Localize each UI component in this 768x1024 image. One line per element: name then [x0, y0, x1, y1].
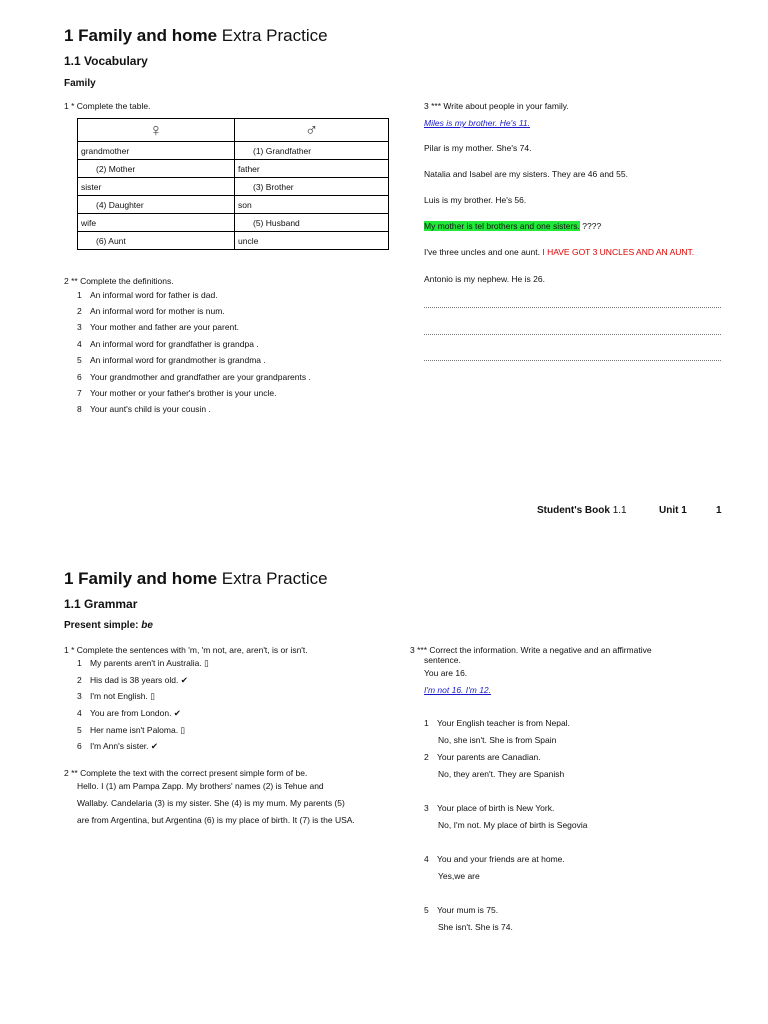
exercise-3-instruction: 3 *** Correct the information. Write a negative and an affirmative [410, 645, 652, 655]
answer-text: No, she isn't. She is from Spain [438, 735, 557, 745]
list-item: 1 An informal word for father is dad. [77, 290, 218, 300]
exercise-3-instruction-cont: sentence. [424, 655, 461, 665]
title-bold: 1 Family and home [64, 569, 218, 588]
blank-line [424, 360, 721, 361]
title-rest: Extra Practice [217, 26, 328, 45]
exercise-3-instruction: 3 *** Write about people in your family. [424, 101, 569, 111]
list-item: 6 I'm Ann's sister. ✔ [77, 741, 158, 751]
list-item: 3 I'm not English. ▯ [77, 691, 155, 701]
answer-line: Luis is my brother. He's 56. [424, 195, 527, 205]
answer-line: Pilar is my mother. She's 74. [424, 143, 532, 153]
page-footer [537, 505, 627, 516]
table-row: sister (3) Brother [78, 178, 389, 196]
list-item: 2 An informal word for mother is num. [77, 306, 225, 316]
text-line: are from Argentina, but Argentina (6) is my place of birth. It (7) is the USA. [77, 815, 355, 825]
answer-line: Antonio is my nephew. He is 26. [424, 274, 545, 284]
example-answer: Miles is my brother. He's 11. [424, 118, 531, 128]
table-row: wife (5) Husband [78, 214, 389, 232]
list-item: 3 Your mother and father are your parent. [77, 322, 239, 332]
title-rest: Extra Practice [217, 569, 328, 588]
table-row: (4) Daughter son [78, 196, 389, 214]
female-symbol-icon: ♀ [78, 119, 235, 142]
answer-text: No, I'm not. My place of birth is Segovia [438, 820, 588, 830]
exercise-2-instruction: 2 ** Complete the text with the correct present simple form of be. [64, 768, 308, 778]
page-title [64, 26, 328, 46]
section-heading: 1.1 Grammar [64, 597, 138, 611]
exercise-1-instruction: 1 * Complete the sentences with 'm, 'm not, are, aren't, is or isn't. [64, 645, 308, 655]
footer-unit: Unit 1 [659, 505, 687, 516]
section-heading: 1.1 Vocabulary [64, 54, 148, 68]
example-answer: I'm not 16. I'm 12. [424, 685, 492, 695]
answer-line: I've three uncles and one aunt. I HAVE GOT 3 UNCLES AND AN AUNT. [424, 247, 695, 257]
table-row: (6) Aunt uncle [78, 232, 389, 250]
teacher-correction: I HAVE GOT 3 UNCLES AND AN AUNT. [542, 247, 695, 257]
question-item: 1 Your English teacher is from Nepal. [424, 718, 570, 728]
answer-text: No, they aren't. They are Spanish [438, 769, 565, 779]
question-item: 4 You and your friends are at home. [424, 854, 565, 864]
footer-book: Student's Book [537, 505, 610, 516]
exercise-2-instruction: 2 ** Complete the definitions. [64, 276, 174, 286]
subsection-heading: Present simple: be [64, 620, 153, 631]
blank-line [424, 334, 721, 335]
list-item: 4 You are from London. ✔ [77, 708, 181, 718]
question-item: 2 Your parents are Canadian. [424, 752, 541, 762]
table-row: grandmother (1) Grandfather [78, 142, 389, 160]
text-line: Hello. I (1) am Pampa Zapp. My brothers' names (2) is Tehue and [77, 781, 324, 791]
question-item: 5 Your mum is 75. [424, 905, 499, 915]
list-item: 5 An informal word for grandmother is grandma . [77, 355, 266, 365]
answer-line: My mother is tel brothers and one sisters. ???? [424, 221, 602, 231]
blank-line [424, 307, 721, 308]
answer-text: She isn't. She is 74. [438, 922, 513, 932]
prompt-text: You are 16. [424, 668, 468, 678]
exercise-1-instruction: 1 * Complete the table. [64, 101, 151, 111]
highlighted-text: My mother is tel brothers and one sisters. [424, 221, 580, 231]
text-line: Wallaby. Candelaria (3) is my sister. She (4) is my mum. My parents (5) [77, 798, 345, 808]
footer-page-number: 1 [716, 505, 722, 516]
list-item: 5 Her name isn't Paloma. ▯ [77, 725, 186, 735]
list-item: 7 Your mother or your father's brother is your uncle. [77, 388, 277, 398]
subsection-heading: Family [64, 78, 96, 89]
family-table [77, 118, 389, 250]
list-item: 6 Your grandmother and grandfather are your grandparents . [77, 372, 311, 382]
list-item: 4 An informal word for grandfather is grandpa . [77, 339, 259, 349]
table-row: (2) Mother father [78, 160, 389, 178]
title-bold: 1 Family and home [64, 26, 218, 45]
list-item: 2 His dad is 38 years old. ✔ [77, 675, 188, 685]
footer-ref: 1.1 [609, 505, 627, 516]
answer-line: Natalia and Isabel are my sisters. They are 46 and 55. [424, 169, 628, 179]
answer-text: Yes,we are [438, 871, 480, 881]
male-symbol-icon: ♂ [235, 119, 389, 142]
list-item: 8 Your aunt's child is your cousin . [77, 404, 211, 414]
question-item: 3 Your place of birth is New York. [424, 803, 555, 813]
page-title [64, 569, 328, 589]
list-item: 1 My parents aren't in Australia. ▯ [77, 658, 209, 668]
